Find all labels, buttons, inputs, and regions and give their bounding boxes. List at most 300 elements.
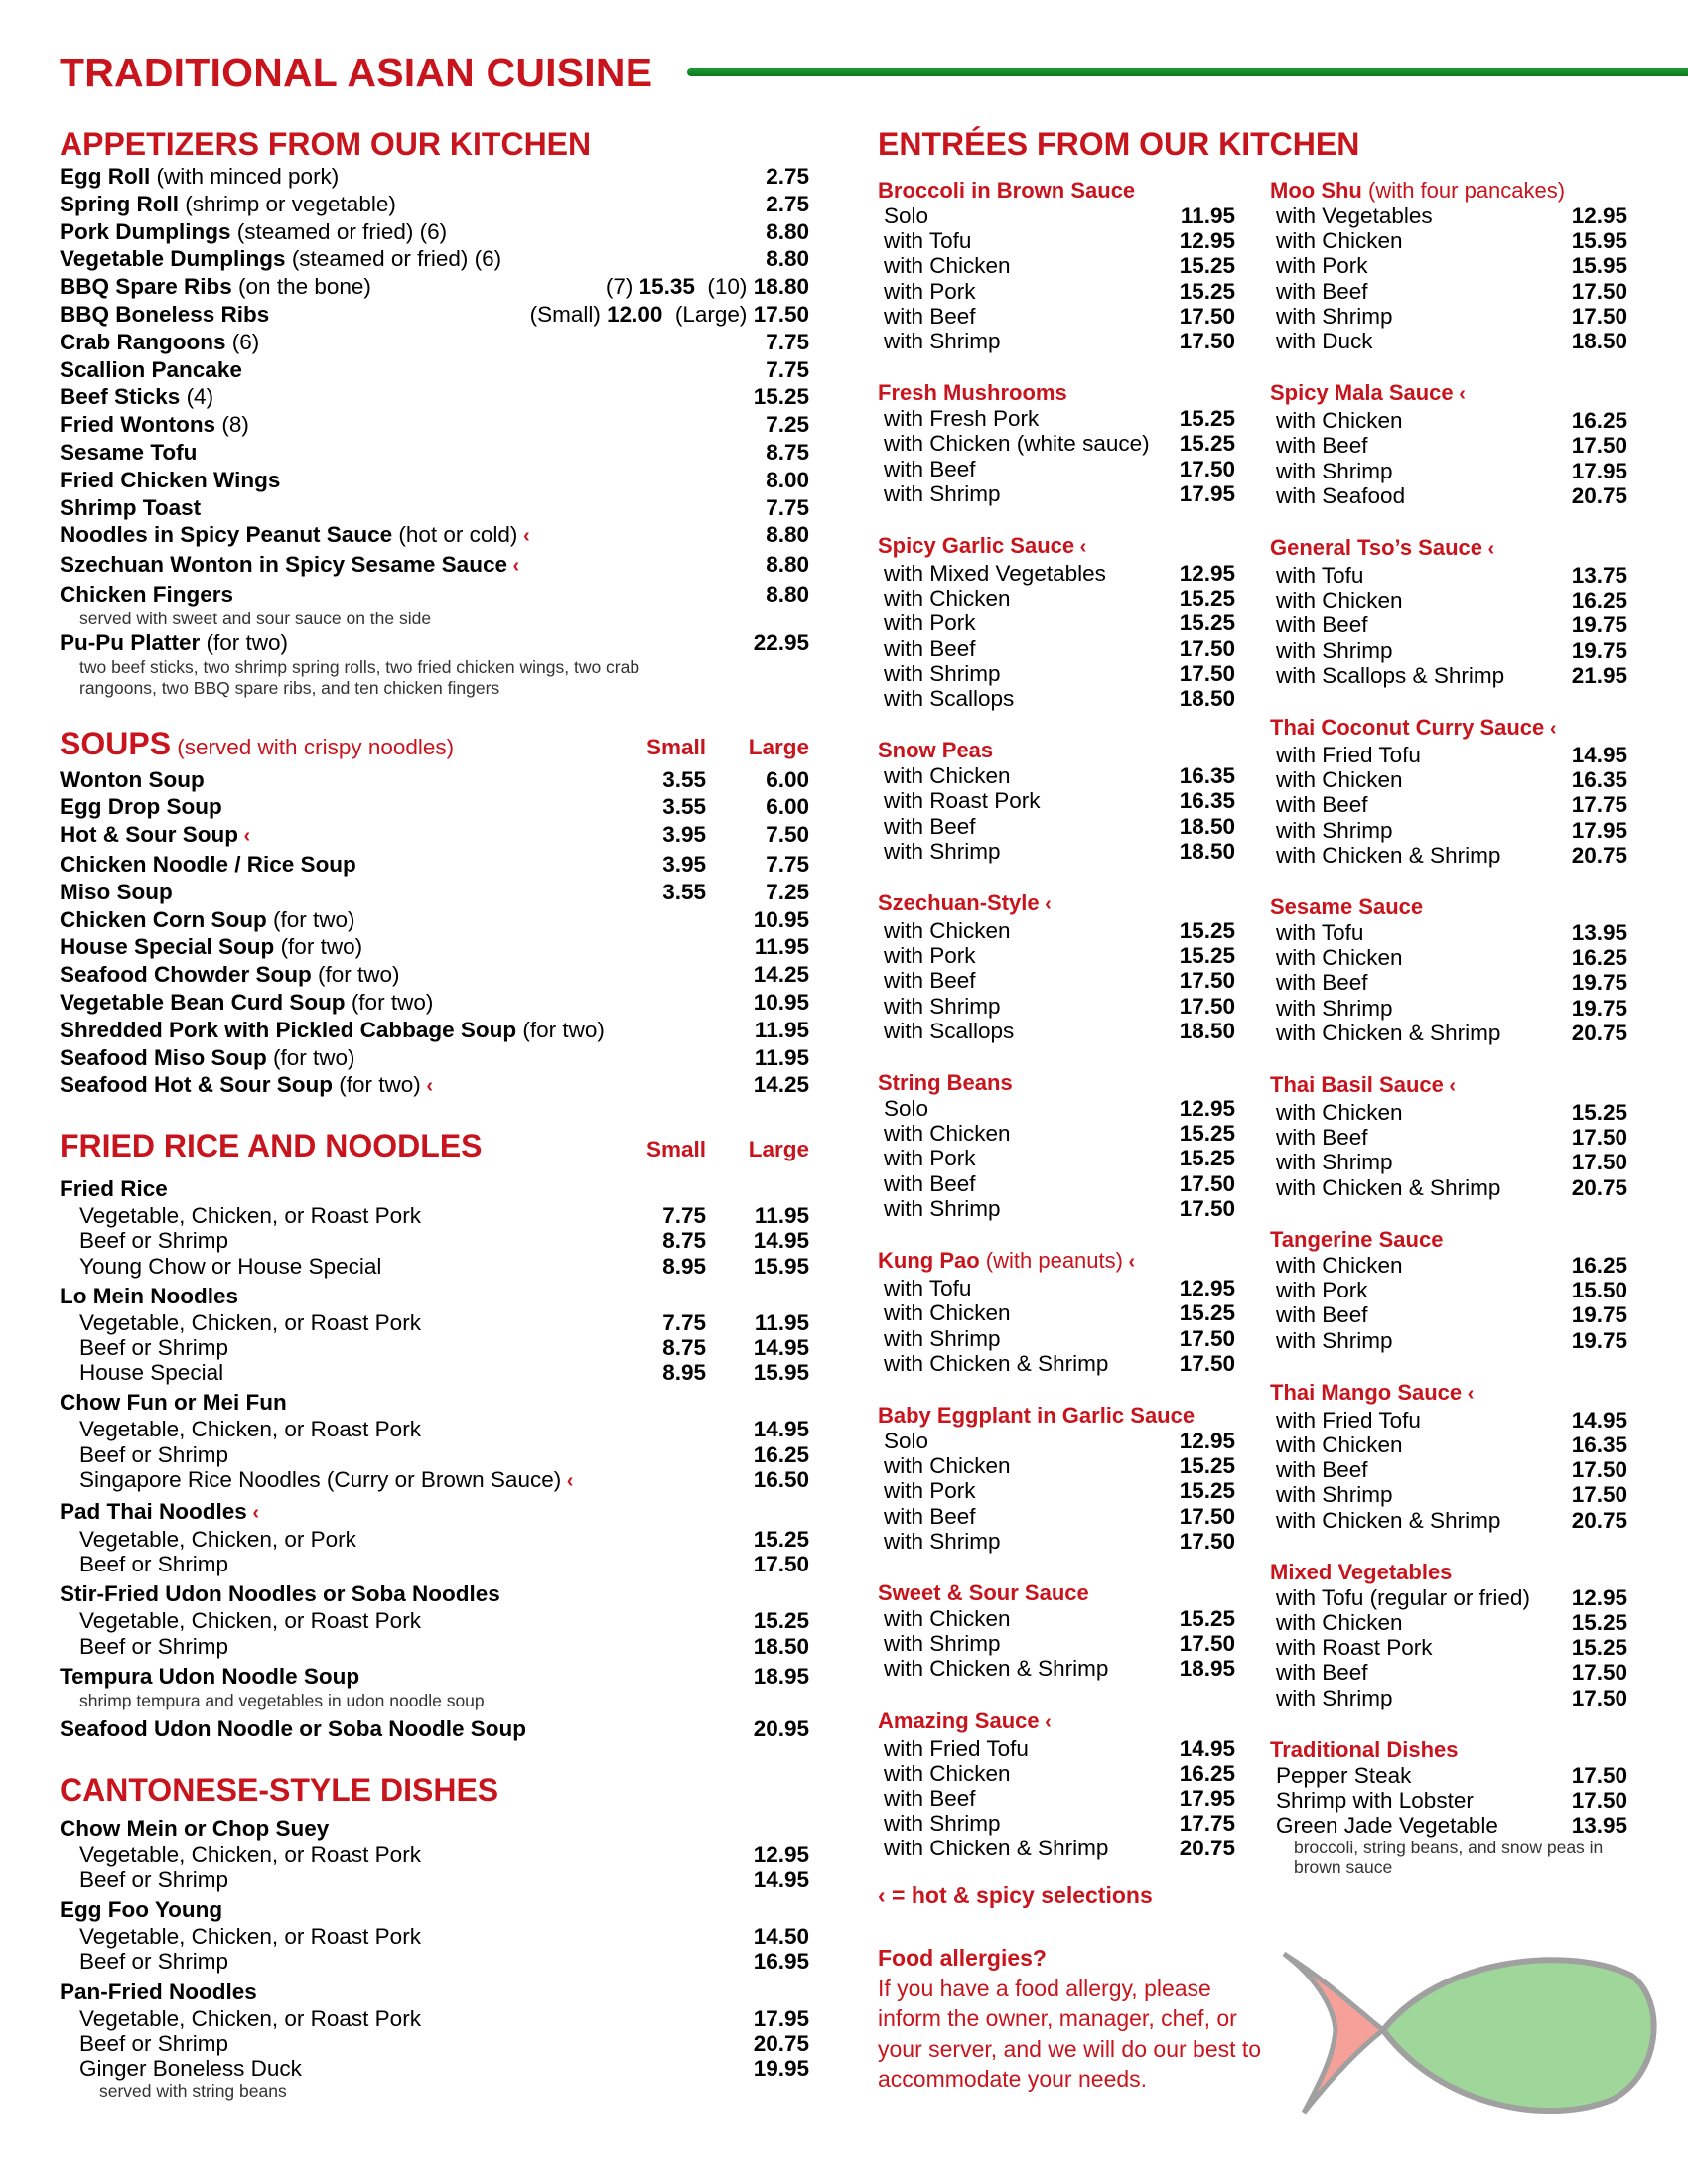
option-price: 17.75 [1571,792,1627,818]
option-price: 15.25 [1571,1635,1627,1661]
item-price: 16.50 [753,1466,809,1492]
entree-dish [1270,379,1627,508]
dish-name: Moo Shu [1270,178,1362,203]
option-price: 17.95 [1571,458,1627,483]
fried-rice-item [60,1228,809,1253]
option-name: with Shrimp [884,329,1001,354]
entree-option [878,1478,1235,1503]
entree-option [1270,1508,1627,1533]
option-name: with Tofu [1276,920,1364,946]
spicy-icon: ‹ [1453,383,1466,406]
entree-option [1270,792,1627,817]
item-name: Vegetable, Chicken, or Roast Pork [79,1417,421,1442]
item-name: Vegetable, Chicken, or Roast Pork [79,1842,421,1867]
appetizer-item [60,521,809,551]
option-name: with Beef [884,456,976,481]
item-name: Spring Roll [60,191,179,216]
option-price: 15.25 [1179,406,1235,432]
option-name: with Shrimp [884,1195,1001,1221]
option-name: with Shrimp [1276,303,1393,329]
appetizer-item [60,494,809,522]
entree-option [1270,1302,1627,1327]
small-price: 3.55 [662,794,706,820]
option-name: with Chicken & Shrimp [1276,1507,1501,1533]
fried-rice-small-header: Small [646,1137,707,1162]
price-pair [646,1310,809,1335]
large-price: 14.95 [753,1228,809,1254]
large-price: 7.25 [766,879,809,904]
soups-heading: SOUPS [60,725,172,761]
entree-option [1270,1100,1627,1125]
option-name: with Chicken [884,1121,1011,1147]
entree-option [1270,228,1627,253]
item-name: Pu-Pu Platter [60,629,201,655]
allergy-heading: Food allergies? [878,1945,1047,1971]
large-price: 7.75 [766,851,809,877]
soup-name [60,1017,605,1044]
item-price: 18.50 [753,1633,809,1659]
option-price: 18.80 [753,274,809,300]
option-price: 11.95 [1180,204,1235,228]
fish-body [1383,1960,1654,2111]
dish-name: Thai Mango Sauce [1270,1379,1463,1405]
item-name: House Special Soup [60,934,275,960]
option-name: Solo [884,204,929,228]
spicy-icon: ‹ [517,525,530,548]
option-price: 17.50 [1179,1325,1235,1351]
option-price: 17.95 [1571,817,1627,843]
soup-name [60,989,433,1017]
fried-rice-group-title: Fried Rice [60,1176,168,1202]
item-price: 22.95 [753,629,809,655]
fried-rice-group [60,1580,809,1608]
appetizer-name [60,329,259,356]
appetizer-name [60,551,519,581]
soup-item [60,933,809,961]
option-price: 12.95 [1571,1584,1627,1610]
entree-option [878,839,1235,864]
entree-dish [1270,1379,1627,1533]
option-name: with Chicken & Shrimp [1276,842,1501,868]
item-name: Noodles in Spicy Peanut Sauce [60,522,393,548]
fried-rice-large-header: Large [748,1137,809,1162]
option-price: 13.75 [1571,563,1627,589]
allergy-text: If you have a food allergy, please inform the owner, manager, chef, or your server, and we will do our best to accommodate your needs. [878,1975,1262,2092]
spicy-icon: ‹ [246,1501,259,1524]
price-pair [646,1335,809,1360]
item-detail: (steamed or fried) (6) [230,218,448,244]
entree-option [878,457,1235,481]
option-name: with Chicken (white sauce) [884,431,1150,457]
small-price: 8.95 [662,1360,706,1386]
entree-dish-title [878,737,1235,763]
item-price: 14.95 [753,1866,809,1892]
option-price: 17.50 [1179,329,1235,354]
item-price: 11.95 [754,1044,809,1070]
cantonese-item [60,1949,809,1974]
option-price: 21.95 [1571,662,1627,688]
option-name: with Chicken [1276,1432,1403,1457]
option-price: 17.50 [1179,635,1235,661]
entree-option [1270,408,1627,433]
entree-option [878,994,1235,1019]
option-price: 18.50 [1179,838,1235,864]
entree-option [878,561,1235,586]
appetizer-item [60,356,809,384]
option-name: Shrimp with Lobster [1276,1787,1474,1813]
entree-option [878,814,1235,839]
option-name: with Fried Tofu [884,1735,1029,1761]
option-name: with Shrimp [884,480,1001,506]
fried-rice-item [60,1527,809,1552]
item-name: Szechuan Wonton in Spicy Sesame Sauce [60,552,507,578]
cantonese-group [60,1896,809,1924]
item-detail: (for two) [333,1072,421,1098]
option-name: with Chicken [1276,767,1403,793]
entree-option [1270,1585,1627,1610]
option-name: with Scallops & Shrimp [1276,662,1505,688]
option-name: with Beef [884,1170,976,1196]
spicy-icon: ‹ [878,1882,886,1908]
option-price: 15.25 [1179,943,1235,969]
option-name: with Shrimp [884,1631,1001,1657]
option-name: with Roast Pork [884,788,1041,814]
option-price: 13.95 [1571,1813,1627,1839]
item-price: 11.95 [754,1017,809,1042]
option-name: with Scallops [884,686,1015,712]
entree-option [878,1171,1235,1196]
appetizer-item [60,273,809,301]
price-pair [646,1228,809,1253]
item-name: Beef or Shrimp [79,1228,229,1254]
title-divider-line [687,68,1688,76]
soup-list [60,766,809,1102]
spicy-icon: ‹ [561,1469,574,1492]
option-price: 13.95 [1571,920,1627,946]
item-price: 15.25 [753,384,809,410]
option-name: with Chicken [884,1760,1011,1786]
option-name: Green Jade Vegetable [1276,1813,1498,1839]
entree-option [878,481,1235,506]
option-price: 16.35 [1179,763,1235,789]
entree-option [878,228,1235,253]
item-price: 11.95 [754,934,809,960]
appetizer-name [60,191,396,218]
item-detail: (4) [180,384,214,410]
appetizer-item [60,191,809,218]
item-name: Vegetable, Chicken, or Roast Pork [79,1608,421,1634]
soup-name [60,821,250,851]
entree-option [1270,1278,1627,1302]
item-price: 12.95 [753,1842,809,1867]
entree-dish-title [1270,893,1627,920]
item-name: Vegetable, Chicken, or Roast Pork [79,1203,421,1229]
entree-dish [1270,177,1627,353]
appetizer-item [60,439,809,467]
entree-option [1270,588,1627,613]
soup-item [60,1071,809,1101]
option-name: with Pork [1276,1278,1368,1303]
option-name: with Shrimp [1276,1482,1393,1508]
option-name: with Mixed Vegetables [884,561,1106,587]
spicy-legend [878,1882,1153,1909]
entree-dish [1270,1559,1627,1710]
appetizer-name [60,273,371,301]
cantonese-item [60,1924,809,1949]
fried-rice-item [60,1203,809,1228]
fried-rice-group-title: Lo Mein Noodles [60,1283,238,1308]
item-price: 17.50 [753,1552,809,1577]
spicy-legend-text: = hot & spicy selections [885,1882,1153,1908]
spicy-icon: ‹ [1039,1710,1052,1733]
item-name: Seafood Hot & Sour Soup [60,1072,333,1098]
fried-rice-item [60,1417,809,1441]
dish-name: Baby Eggplant in Garlic Sauce [878,1402,1196,1428]
option-price: 16.35 [1571,767,1627,793]
option-price: 15.25 [1179,431,1235,457]
option-price: 17.95 [1179,1785,1235,1811]
entree-option [1270,483,1627,508]
item-name: Beef or Shrimp [79,1633,229,1659]
dish-name: General Tso’s Sauce [1270,535,1482,561]
item-name: Beef Sticks [60,384,181,410]
soup-item [60,1044,809,1072]
dish-name: Broccoli in Brown Sauce [878,178,1136,203]
item-detail: (for two) [266,1044,355,1070]
entree-option [878,329,1235,353]
option-price: 12.00 [607,301,663,327]
item-name: BBQ Boneless Ribs [60,301,270,327]
option-name: with Beef [1276,433,1368,459]
entree-dish [1270,1071,1627,1200]
option-name: with Roast Pork [1276,1635,1433,1661]
option-price: 15.25 [1571,1609,1627,1635]
option-name: with Chicken [884,1300,1011,1326]
dish-name: Spicy Mala Sauce [1270,380,1454,406]
entree-option [878,788,1235,813]
item-price: 7.75 [766,329,809,354]
entree-dish-title [878,1247,1235,1276]
fried-rice-item [60,1254,809,1279]
option-name: with Fried Tofu [1276,743,1421,768]
soup-name [60,961,400,989]
option-name: with Shrimp [884,660,1001,686]
soup-item [60,906,809,934]
dish-name: Tangerine Sauce [1270,1226,1444,1252]
left-column [60,125,809,2102]
option-price: 16.25 [1571,945,1627,971]
item-name: BBQ Spare Ribs [60,274,232,300]
option-name: with Beef [1276,1125,1368,1151]
page-title: TRADITIONAL ASIAN CUISINE [60,50,653,95]
option-price: 15.95 [1571,228,1627,254]
item-detail: (for two) [274,934,363,960]
cantonese-list [60,1815,809,2102]
option-name: with Shrimp [884,838,1001,864]
entree-option [878,253,1235,278]
item-detail: (hot or cold) [392,522,518,548]
item-name: Chicken Fingers [60,581,234,607]
large-price: 11.95 [754,1309,809,1335]
entree-option [878,431,1235,456]
option-price: 17.50 [1571,303,1627,329]
small-price: 8.75 [662,1334,706,1360]
dish-name: Snow Peas [878,738,994,763]
entree-option [1270,920,1627,945]
option-name: with Chicken [884,763,1011,789]
dish-name: Traditional Dishes [1270,1736,1459,1762]
entree-dish-title [1270,1226,1627,1253]
soup-name [60,851,356,879]
entree-option [878,1631,1235,1656]
large-price: 14.95 [753,1334,809,1360]
item-name: Young Chow or House Special [79,1253,382,1279]
option-price: 19.75 [1571,613,1627,638]
option-name: with Chicken [884,1453,1011,1479]
item-detail: (for two) [266,906,355,932]
option-price: 17.50 [1179,993,1235,1019]
entree-dish-title [878,177,1235,204]
entree-option [878,406,1235,431]
entrees-column-a [878,177,1235,1887]
option-name: with Seafood [1276,482,1406,508]
item-detail: (shrimp or vegetable) [179,191,396,216]
appetizer-name [60,581,233,609]
option-name: with Shrimp [1276,1150,1393,1175]
appetizers-heading: APPETIZERS FROM OUR KITCHEN [60,126,592,162]
item-name: Wonton Soup [60,766,205,792]
appetizer-item [60,411,809,439]
small-price: 3.55 [662,879,706,904]
item-name: Beef or Shrimp [79,1949,229,1975]
entree-option [1270,1125,1627,1150]
item-price: 10.95 [753,906,809,932]
small-price: 8.95 [662,1253,706,1279]
allergy-notice [878,1943,1275,2095]
spicy-icon: ‹ [1039,893,1052,916]
entree-option [878,968,1235,993]
fish-tail [1284,1954,1383,2113]
item-name: Beef or Shrimp [79,1334,229,1360]
price-options [530,301,809,329]
entree-option [878,1019,1235,1043]
spicy-icon: ‹ [1443,1075,1457,1098]
option-name: with Chicken [1276,1252,1403,1278]
appetizer-name [60,521,530,551]
option-price: 14.95 [1571,743,1627,768]
option-name: with Beef [1276,970,1368,996]
entree-option [878,1146,1235,1170]
option-price: 18.50 [1179,1018,1235,1043]
dish-name: Thai Coconut Curry Sauce [1270,715,1545,741]
option-price: 17.50 [1571,433,1627,459]
option-price: 17.50 [1571,1457,1627,1483]
option-name: with Chicken [1276,408,1403,434]
cantonese-group [60,1815,809,1843]
cantonese-group-title: Egg Foo Young [60,1897,223,1923]
entree-dish-title [1270,1736,1627,1763]
option-price: 19.75 [1571,995,1627,1021]
entree-option [878,1656,1235,1681]
option-price: 18.50 [1179,686,1235,712]
spicy-icon: ‹ [1544,718,1557,741]
item-name: Ginger Boneless Duck [79,2055,302,2081]
entree-dish [1270,1226,1627,1353]
option-price: 15.25 [1179,1121,1235,1147]
option-name: with Beef [884,813,976,839]
spicy-icon: ‹ [420,1075,433,1098]
option-name: with Shrimp [1276,1685,1393,1710]
cantonese-item [60,1843,809,1867]
option-price: 16.35 [1179,788,1235,814]
item-price: 17.95 [753,2005,809,2031]
dish-note: (with peanuts) [979,1248,1123,1274]
entree-option [1270,638,1627,663]
entree-option [1270,1433,1627,1457]
appetizer-name [60,494,201,522]
item-detail: (6) [225,329,260,354]
option-price: 20.75 [1571,842,1627,868]
appetizer-item [60,245,809,273]
option-name: with Beef [884,303,976,329]
appetizer-name [60,301,269,329]
entree-dish-title [1270,379,1627,408]
cantonese-group-title: Pan-Fried Noodles [60,1979,257,2004]
item-detail: (on the bone) [231,274,371,300]
entree-option [1270,996,1627,1021]
option-name: with Beef [1276,1302,1368,1328]
option-name: with Beef [1276,792,1368,818]
option-price: 20.75 [1571,1507,1627,1533]
item-name: Pork Dumplings [60,218,231,244]
option-name: with Shrimp [1276,995,1393,1021]
item-name: Beef or Shrimp [79,1441,229,1467]
entree-dish-title [878,1402,1235,1429]
appetizer-item [60,467,809,494]
item-detail: (for two) [200,629,289,655]
soup-name [60,766,205,794]
entree-option [1270,663,1627,688]
entrees-heading: ENTRÉES FROM OUR KITCHEN [878,126,1360,162]
option-label: (7) [605,274,639,300]
item-description: served with string beans [99,2081,287,2102]
price-pair [646,793,809,821]
item-price: 8.80 [766,522,809,548]
small-price: 7.75 [662,1309,706,1335]
option-price: 15.25 [1571,1100,1627,1126]
item-name: Vegetable, Chicken, or Roast Pork [79,2005,421,2031]
option-name: with Shrimp [884,1528,1001,1554]
item-name: Singapore Rice Noodles (Curry or Brown Sauce) ‹ [79,1466,574,1492]
fried-rice-group-title: Chow Fun or Mei Fun [60,1390,287,1416]
entree-dish-title [878,889,1235,918]
entree-option [1270,767,1627,792]
entree-option [878,1529,1235,1554]
entree-option [1270,563,1627,588]
item-price: 8.80 [766,581,809,607]
entree-dish [878,532,1235,711]
option-name: with Beef [884,635,976,661]
entree-option [878,1196,1235,1221]
soup-item [60,961,809,989]
price-pair [646,1203,809,1228]
entree-dish [878,1707,1235,1861]
option-price: 14.95 [1571,1407,1627,1433]
option-name: with Pork [884,943,976,969]
option-price: 17.75 [1179,1811,1235,1837]
cantonese-heading: CANTONESE-STYLE DISHES [60,1771,499,1808]
item-name: Beef or Shrimp [79,2030,229,2056]
